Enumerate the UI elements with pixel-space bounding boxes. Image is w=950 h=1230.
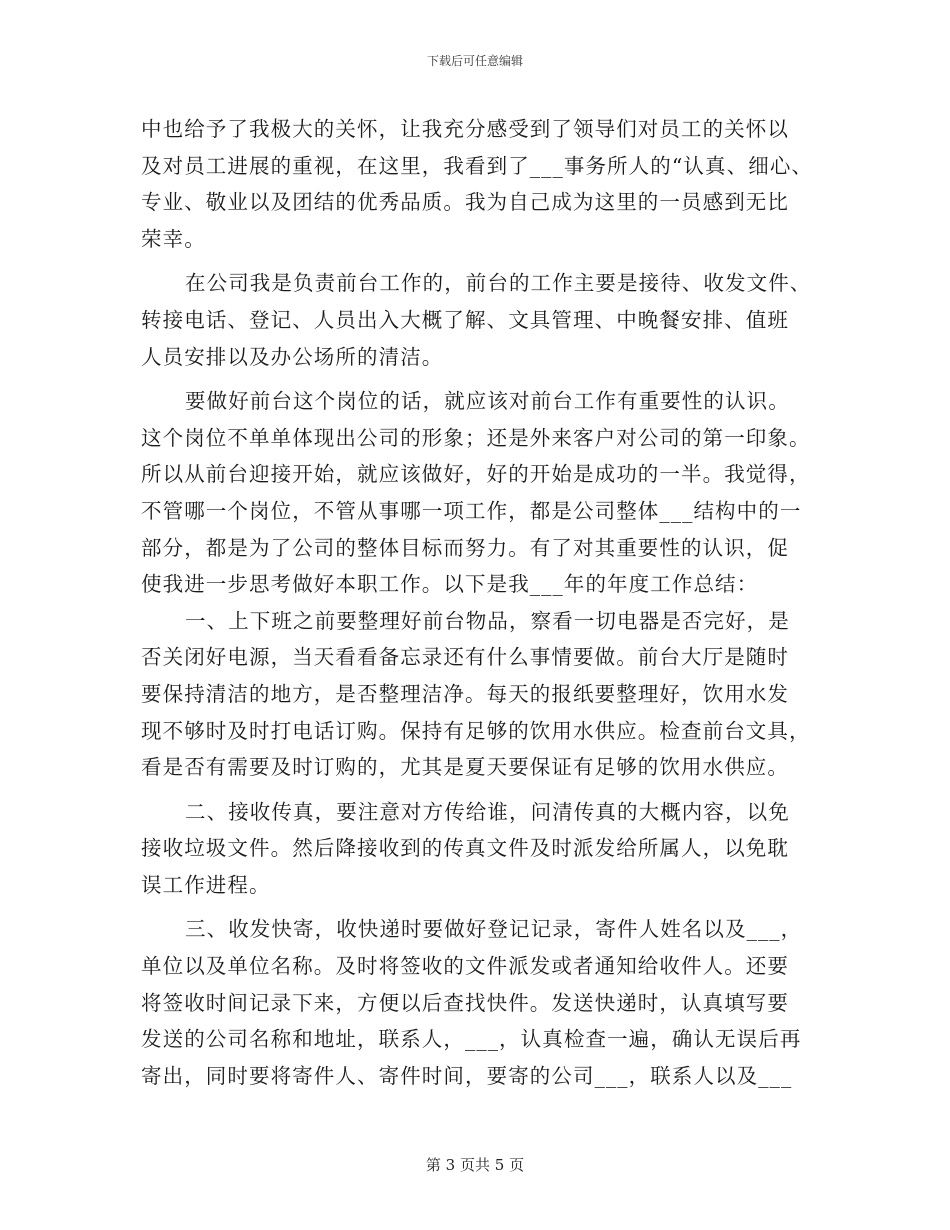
text-line: 使我进一步思考做好本职工作。以下是我___年的年度工作总结： <box>141 572 759 597</box>
text-line: 不管哪一个岗位，不管从事哪一项工作，都是公司整体___结构中的一 <box>141 498 802 523</box>
text-line: 接收垃圾文件。然后降接收到的传真文件及时派发给所属人，以免耽 <box>141 836 789 861</box>
text-line: 一、上下班之前要整理好前台物品，察看一切电器是否完好，是 <box>185 608 790 633</box>
paragraph <box>141 265 821 375</box>
page-header: 下载后可任意编辑 <box>426 54 523 68</box>
text-line: 误工作进程。 <box>141 872 271 897</box>
text-line: 专业、敬业以及团结的优秀品质。我为自己成为这里的一员感到无比 <box>141 190 789 215</box>
paragraph <box>141 911 821 1094</box>
text-line: 要做好前台这个岗位的话，就应该对前台工作有重要性的认识。 <box>185 389 790 414</box>
text-line: 转接电话、登记、人员出入大概了解、文具管理、中晚餐安排、值班 <box>141 307 789 332</box>
text-line: 人员安排以及办公场所的清洁。 <box>141 344 444 369</box>
text-line: 寄出，同时要将寄件人、寄件时间，要寄的公司___，联系人以及___ <box>141 1063 793 1088</box>
page-footer: 第 3 页共 5 页 <box>425 1156 525 1174</box>
text-line: 将签收时间记录下来，方便以后查找快件。发送快递时，认真填写要 <box>141 990 789 1015</box>
document-body <box>141 111 821 1094</box>
text-line: 发送的公司名称和地址，联系人，___，认真检查一遍，确认无误后再 <box>141 1027 802 1052</box>
text-line: 看是否有需要及时订购的，尤其是夏天要保证有足够的饮用水供应。 <box>141 755 789 780</box>
text-line: 现不够时及时打电话订购。保持有足够的饮用水供应。检查前台文具， <box>141 718 811 743</box>
text-line: 部分，都是为了公司的整体目标而努力。有了对其重要性的认识，促 <box>141 535 789 560</box>
text-line: 单位以及单位名称。及时将签收的文件派发或者通知给收件人。还要 <box>141 954 789 979</box>
paragraph <box>141 111 821 257</box>
paragraph <box>141 603 821 786</box>
paragraph <box>141 794 821 904</box>
text-line: 在公司我是负责前台工作的，前台的工作主要是接待、收发文件、 <box>185 271 812 296</box>
text-line: 否关闭好电源，当天看看备忘录还有什么事情要做。前台大厅是随时 <box>141 645 789 670</box>
text-line: 所以从前台迎接开始，就应该做好，好的开始是成功的一半。我觉得， <box>141 462 811 487</box>
text-line: 这个岗位不单单体现出公司的形象；还是外来客户对公司的第一印象。 <box>141 425 811 450</box>
text-line: 二、接收传真，要注意对方传给谁，问清传真的大概内容，以免 <box>185 799 790 824</box>
text-line: 中也给予了我极大的关怀，让我充分感受到了领导们对员工的关怀以 <box>141 117 789 141</box>
text-line: 三、收发快寄，收快递时要做好登记记录，寄件人姓名以及___， <box>185 917 803 942</box>
text-line: 要保持清洁的地方，是否整理洁净。每天的报纸要整理好，饮用水发 <box>141 681 789 706</box>
paragraph <box>141 383 821 603</box>
text-line: 荣幸。 <box>141 226 206 251</box>
text-line: 及对员工进展的重视，在这里，我看到了___事务所人的“认真、细心、 <box>141 153 814 178</box>
